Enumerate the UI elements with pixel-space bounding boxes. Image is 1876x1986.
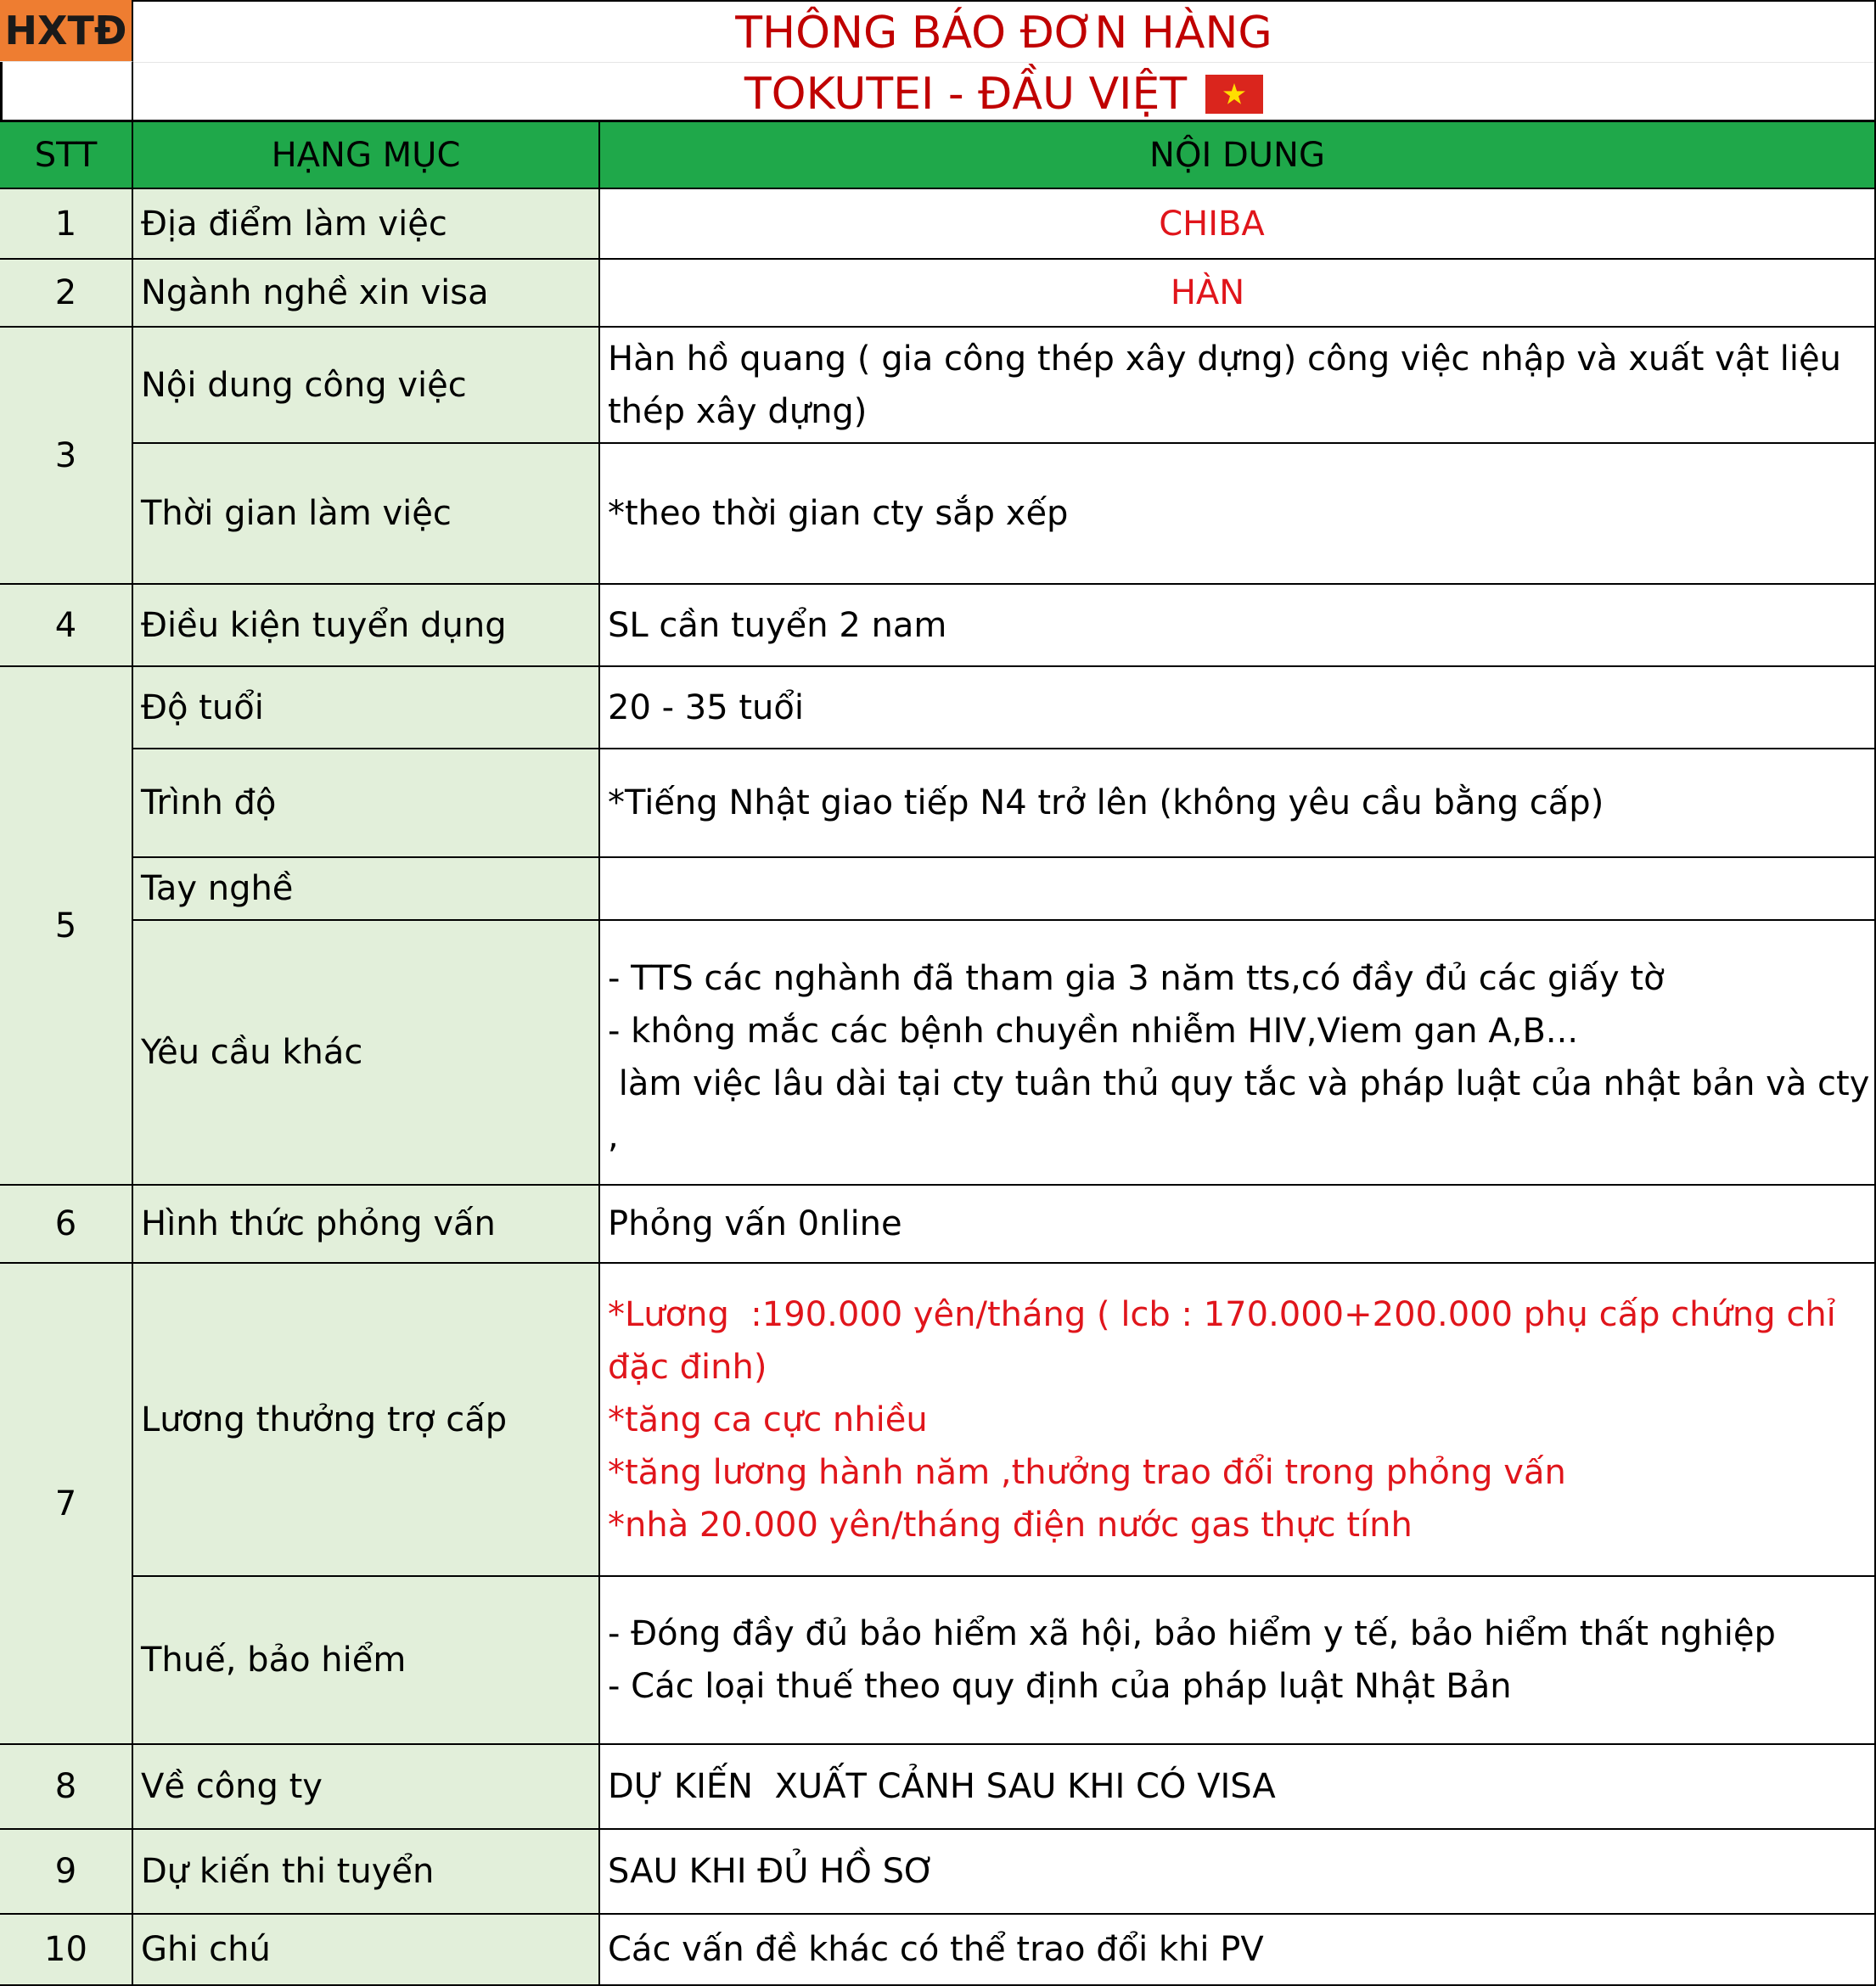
row-5-stt: 5 [0,667,133,1186]
row-2-stt: 2 [0,260,133,328]
other-requirement-line: làm việc lâu dài tại cty tuân thủ quy tắc và pháp luật của nhật bản và cty [608,1064,1870,1103]
row-8-stt: 8 [0,1745,133,1830]
skill-value [600,858,1876,921]
row-7-salary-label: Lương thưởng trợ cấp [133,1264,600,1577]
exam-schedule-value: SAU KHI ĐỦ HỒ SƠ [600,1830,1876,1915]
column-header-content: NỘI DUNG [600,122,1876,189]
salary-benefits-lines [608,1288,1836,1551]
salary-benefits-value [600,1264,1876,1577]
salary-line: *nhà 20.000 yên/tháng điện nước gas thực tính [608,1505,1413,1545]
salary-line: *tăng lương hành năm ,thưởng trao đổi trong phỏng vấn [608,1452,1566,1492]
row-1-stt: 1 [0,189,133,260]
row-6-category: Hình thức phỏng vấn [133,1186,600,1264]
row-3-hours-label: Thời gian làm việc [133,444,600,585]
column-header-stt: STT [0,122,133,189]
notice-title: THÔNG BÁO ĐƠN HÀNG [735,8,1272,59]
title-band [133,0,1876,122]
hxtd-logo: HXTĐ [0,0,133,62]
interview-format-value: Phỏng vấn 0nline [600,1186,1876,1264]
row-7-stt: 7 [0,1264,133,1745]
order-subtitle-text: TOKUTEI - ĐẦU VIỆT [744,69,1188,120]
row-9-category: Dự kiến thi tuyển [133,1830,600,1915]
salary-line: *Lương :190.000 yên/tháng ( lcb : 170.000+200.000 phụ cấp chứng chỉ [608,1294,1836,1334]
other-requirements-value [600,921,1876,1186]
notes-value: Các vấn đề khác có thể trao đổi khi PV [600,1915,1876,1986]
tax-insurance-value [600,1577,1876,1745]
language-level-value: *Tiếng Nhật giao tiếp N4 trở lên (không yêu cầu bằng cấp) [600,749,1876,858]
salary-line: đặc đinh) [608,1347,767,1387]
row-4-stt: 4 [0,585,133,667]
row-8-category: Về công ty [133,1745,600,1830]
row-1-category: Địa điểm làm việc [133,189,600,260]
row-5-age-label: Độ tuổi [133,667,600,749]
job-description-lines [608,333,1841,438]
other-requirement-line: - không mắc các bệnh chuyền nhiễm HIV,Viem gan A,B... [608,1012,1579,1051]
title-divider [133,62,1874,63]
tax-line: - Các loại thuế theo quy định của pháp luật Nhật Bản [608,1667,1512,1706]
row-5-level-label: Trình độ [133,749,600,858]
column-header-category: HẠNG MỤC [133,122,600,189]
row-7-tax-label: Thuế, bảo hiểm [133,1577,600,1745]
row-3-stt: 3 [0,328,133,585]
vietnam-flag-icon [1205,75,1263,114]
row-2-category: Ngành nghề xin visa [133,260,600,328]
job-description-value [600,328,1876,444]
row-4-category: Điều kiện tuyển dụng [133,585,600,667]
row-9-stt: 9 [0,1830,133,1915]
row-5-other-label: Yêu cầu khác [133,921,600,1186]
recruitment-condition-value: SL cần tuyển 2 nam [600,585,1876,667]
job-description-line: Hàn hồ quang ( gia công thép xây dựng) công việc nhập và xuất vật liệu [608,339,1841,379]
other-requirement-line: , [608,1117,619,1156]
row-10-stt: 10 [0,1915,133,1986]
working-hours-value: *theo thời gian cty sắp xếp [600,444,1876,585]
logo-spacer-cell [0,62,133,122]
tax-insurance-lines [608,1607,1776,1713]
tax-line: - Đóng đầy đủ bảo hiểm xã hội, bảo hiểm y tế, bảo hiểm thất nghiệp [608,1614,1776,1653]
visa-field-value: HÀN [600,260,1876,328]
job-description-line: thép xây dựng) [608,391,868,431]
salary-line: *tăng ca cực nhiều [608,1400,928,1439]
order-subtitle [133,68,1874,121]
row-5-skill-label: Tay nghề [133,858,600,921]
row-3-job-label: Nội dung công việc [133,328,600,444]
age-range-value: 20 - 35 tuổi [600,667,1876,749]
other-requirement-line: - TTS các nghành đã tham gia 3 năm tts,có đầy đủ các giấy tờ [608,959,1665,998]
company-info-value: DỰ KIẾN XUẤT CẢNH SAU KHI CÓ VISA [600,1745,1876,1830]
work-location-value: CHIBA [600,189,1876,260]
row-6-stt: 6 [0,1186,133,1264]
row-10-category: Ghi chú [133,1915,600,1986]
other-requirements-lines [608,952,1869,1163]
